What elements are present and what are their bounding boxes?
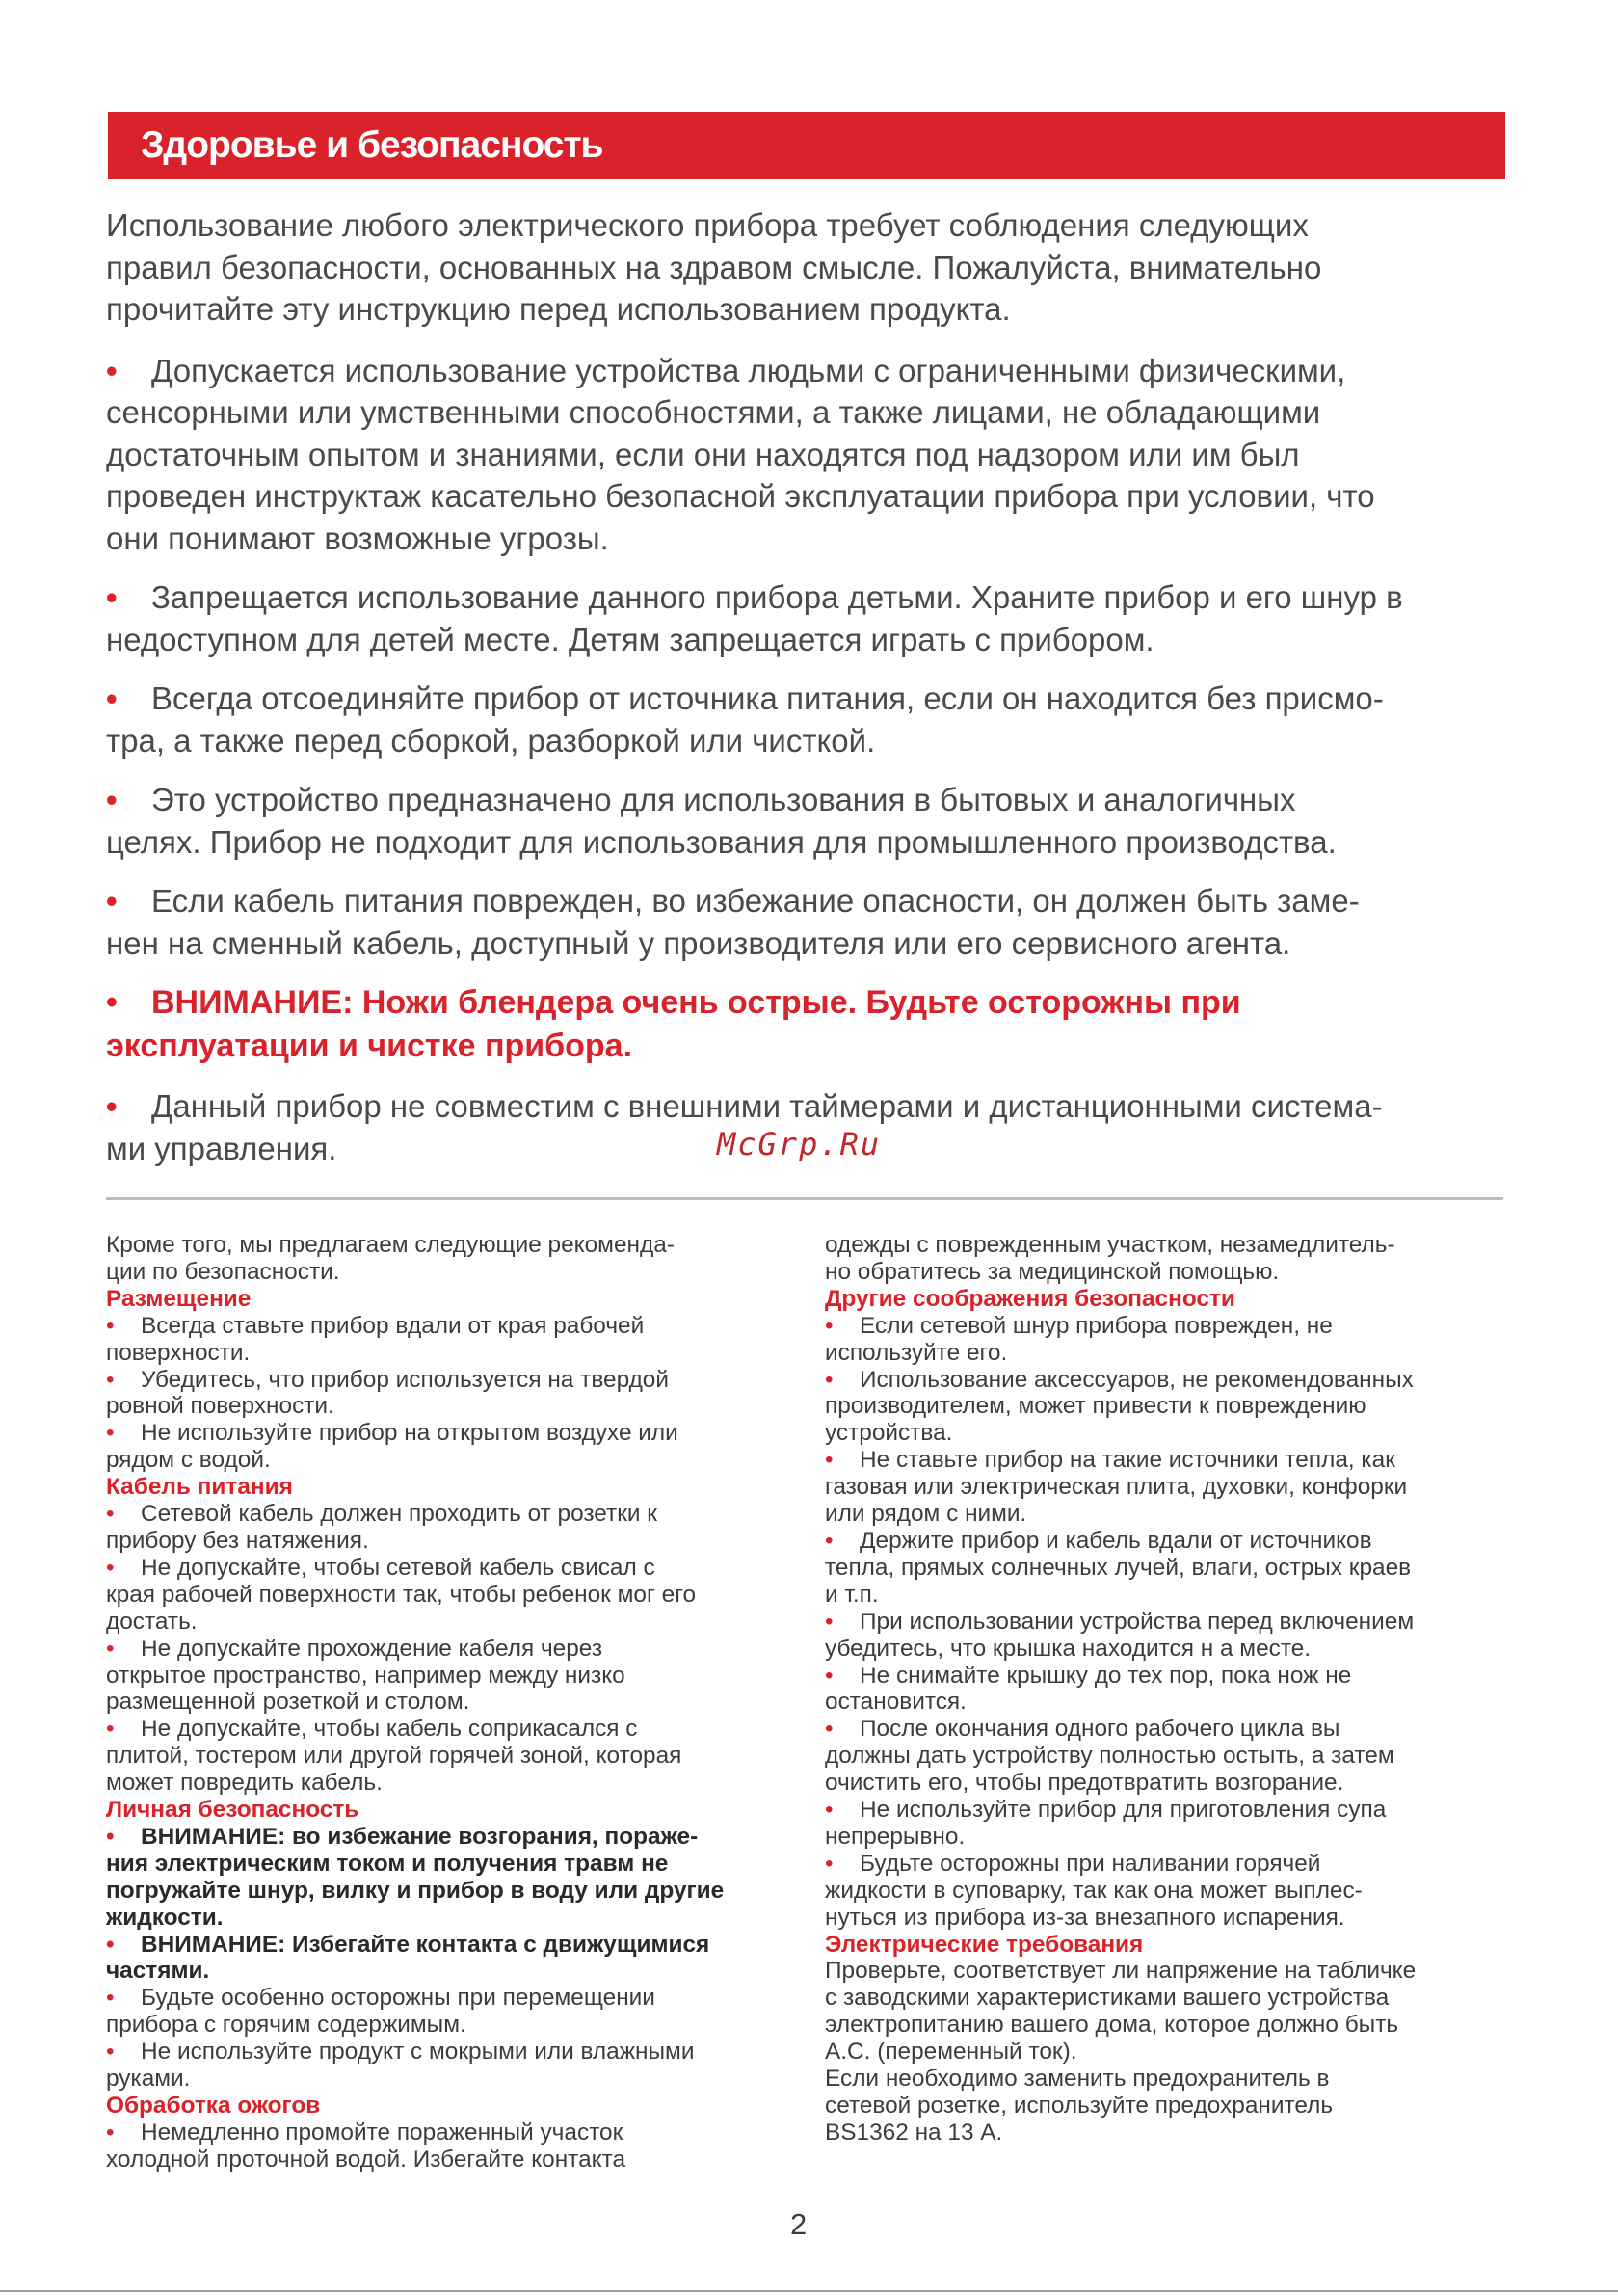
text-line [106, 1636, 800, 1663]
line-text: или рядом с ними. [825, 1501, 1027, 1528]
page-bottom-line [0, 2290, 1618, 2292]
text-line [106, 1958, 800, 1985]
line-text: газовая или электрическая плита, духовки, конфорки [825, 1474, 1408, 1501]
bullet-item [106, 678, 1513, 761]
text-line: недоступном для детей месте. Детям запрещается играть с прибором. [106, 621, 1154, 657]
text-line [825, 1555, 1519, 1582]
line-text: Если необходимо заменить предохранитель в [825, 2066, 1330, 2093]
bullet-icon: • [106, 1366, 115, 1393]
text-line: Если кабель питания поврежден, во избежание опасности, он должен быть заме- [151, 883, 1360, 919]
text-line [106, 1259, 800, 1286]
text-line [825, 1851, 1519, 1878]
line-text: размещенной розеткой и столом. [106, 1689, 470, 1716]
text-line [825, 1393, 1519, 1420]
bullet-icon: • [825, 1608, 834, 1635]
text-line: Это устройство предназначено для использования в бытовых и аналогичных [151, 782, 1296, 817]
bullet-icon: • [106, 782, 118, 817]
line-text: Всегда ставьте прибор вдали от края рабочей [141, 1312, 645, 1339]
page-number: 2 [790, 2207, 808, 2241]
bullet-icon: • [106, 1823, 115, 1850]
bullet-item [106, 880, 1513, 964]
subheading [106, 1797, 800, 1824]
section-title: Здоровье и безопасность [141, 124, 603, 166]
text-line: Допускается использование устройства людьми с ограниченными физическими, [151, 352, 1346, 388]
text-line [825, 1743, 1519, 1770]
line-text: частями. [106, 1958, 210, 1985]
line-text: производителем, может привести к повреждению [825, 1393, 1366, 1420]
line-text: но обратитесь за медицинской помощью. [825, 1258, 1280, 1285]
intro-section [106, 204, 1513, 1187]
text-line [825, 1958, 1519, 1985]
line-text: прибору без натяжения. [106, 1527, 369, 1554]
line-text: Не допускайте прохождение кабеля через [141, 1635, 603, 1662]
text-line [106, 1447, 800, 1474]
bullet-icon: • [106, 681, 118, 716]
bullet-item [106, 576, 1513, 660]
text-line [825, 1420, 1519, 1447]
line-text: ВНИМАНИЕ: во избежание возгорания, пораже- [141, 1823, 699, 1850]
text-line [106, 2066, 800, 2093]
bullet-icon: • [106, 1554, 115, 1581]
bullet-icon: • [106, 883, 118, 919]
line-text: Не используйте продукт с мокрыми или влажными [141, 2039, 695, 2066]
line-text: нуться из прибора из-за внезапного испарения. [825, 1904, 1345, 1931]
line-text: После окончания одного рабочего цикла вы [860, 1716, 1340, 1743]
text-line [106, 1528, 800, 1555]
line-text: руками. [106, 2066, 191, 2093]
line-text: Другие соображения безопасности [825, 1285, 1235, 1312]
text-line [825, 1797, 1519, 1824]
bullet-icon: • [106, 1088, 118, 1124]
line-text: При использовании устройства перед включением [860, 1608, 1415, 1635]
text-line [106, 1232, 800, 1259]
line-text: Если сетевой шнур прибора поврежден, не [860, 1312, 1333, 1339]
text-line [106, 1851, 800, 1878]
line-text: поверхности. [106, 1339, 251, 1366]
line-text: ровной поверхности. [106, 1393, 334, 1420]
line-text: электропитанию вашего дома, которое должно быть [825, 2012, 1399, 2039]
bullet-icon: • [106, 1420, 115, 1447]
text-line: они понимают возможные угрозы. [106, 520, 609, 556]
text-line [825, 1474, 1519, 1501]
line-text: жидкости в суповарку, так как она может выплес- [825, 1877, 1363, 1904]
line-text: плитой, тостером или другой горячей зоной, которая [106, 1743, 682, 1770]
text-line [106, 1420, 800, 1447]
line-text: используйте его. [825, 1339, 1008, 1366]
line-text: Сетевой кабель должен проходить от розетки к [141, 1501, 657, 1528]
line-text: открытое пространство, например между низко [106, 1662, 625, 1689]
subheading [106, 1286, 800, 1313]
text-line [825, 1824, 1519, 1851]
watermark: McGrp.Ru [717, 1126, 882, 1162]
text-line [825, 1232, 1519, 1259]
subheading [106, 1474, 800, 1501]
line-text: может повредить кабель. [106, 1770, 383, 1797]
line-text: ции по безопасности. [106, 1258, 340, 1285]
subheading [825, 1932, 1519, 1959]
bullet-icon: • [106, 1635, 115, 1662]
divider [106, 1197, 1503, 1200]
line-text: Кроме того, мы предлагаем следующие рекоменда- [106, 1232, 675, 1258]
text-line [106, 1985, 800, 2012]
text-line [106, 1663, 800, 1690]
line-text: Не используйте прибор на открытом воздухе или [141, 1420, 678, 1447]
text-line [825, 2012, 1519, 2039]
text-line [825, 1501, 1519, 1528]
bullet-icon: • [825, 1447, 834, 1474]
line-text: Не используйте прибор для приготовления супа [860, 1797, 1387, 1824]
line-text: должны дать устройству полностью остыть, а затем [825, 1743, 1394, 1770]
bullet-icon: • [106, 2119, 115, 2146]
text-line [106, 2120, 800, 2147]
text-line [825, 1528, 1519, 1555]
text-line: Всегда отсоединяйте прибор от источника питания, если он находится без присмо- [151, 681, 1384, 716]
text-line [106, 1878, 800, 1905]
text-line: достаточным опытом и знаниями, если они находятся под надзором или им был [106, 436, 1300, 472]
line-text: убедитесь, что крышка находится н а месте. [825, 1635, 1312, 1662]
bullet-icon: • [106, 352, 118, 388]
text-line [825, 1367, 1519, 1394]
line-text: Не допускайте, чтобы кабель соприкасался с [141, 1716, 638, 1743]
bullet-icon: • [825, 1797, 834, 1824]
line-text: жидкости. [106, 1904, 224, 1931]
bullet-icon: • [106, 1985, 115, 2012]
line-text: Использование аксессуаров, не рекомендованных [860, 1366, 1414, 1393]
line-text: тепла, прямых солнечных лучей, влаги, острых краев [825, 1554, 1412, 1581]
text-line: правил безопасности, основанных на здравом смысле. Пожалуйста, внимательно [106, 249, 1322, 285]
text-line [106, 2039, 800, 2066]
text-line [825, 1609, 1519, 1636]
text-line [106, 1609, 800, 1636]
bullet-item [106, 779, 1513, 863]
text-line [106, 1555, 800, 1582]
text-line [825, 1340, 1519, 1367]
text-line [106, 1824, 800, 1851]
line-text: Обработка ожогов [106, 2093, 321, 2119]
bullet-icon: • [825, 1366, 834, 1393]
text-line [106, 1905, 800, 1932]
text-line [825, 1259, 1519, 1286]
line-text: Кабель питания [106, 1474, 293, 1501]
line-text: Немедленно промойте пораженный участок [141, 2119, 623, 2146]
line-text: устройства. [825, 1420, 953, 1447]
line-text: Держите прибор и кабель вдали от источников [860, 1527, 1372, 1554]
text-line [106, 1582, 800, 1609]
line-text: достать. [106, 1608, 198, 1635]
intro-paragraph [106, 204, 1513, 331]
line-text: ния электрическим током и получения травм не [106, 1850, 669, 1877]
line-text: Проверьте, соответствует ли напряжение на табличке [825, 1958, 1417, 1985]
line-text: ВНИМАНИЕ: Избегайте контакта с движущимися [141, 1931, 710, 1958]
section-header-bar [108, 112, 1505, 179]
text-line: тра, а также перед сборкой, разборкой или чисткой. [106, 722, 876, 759]
line-text: Не ставьте прибор на такие источники тепла, как [860, 1447, 1395, 1474]
bullet-item [106, 350, 1513, 560]
text-line [825, 1716, 1519, 1743]
line-text: холодной проточной водой. Избегайте контакта [106, 2146, 626, 2173]
text-line [106, 1743, 800, 1770]
text-line [825, 1663, 1519, 1690]
text-line [106, 1501, 800, 1528]
line-text: и т.п. [825, 1581, 879, 1608]
text-line [106, 2012, 800, 2039]
line-text: рядом с водой. [106, 1447, 271, 1474]
text-line [825, 2120, 1519, 2147]
line-text: Электрические требования [825, 1931, 1144, 1958]
bullet-icon: • [106, 1716, 115, 1743]
text-line [825, 1636, 1519, 1663]
line-text: A.C. (переменный ток). [825, 2039, 1077, 2066]
line-text: одежды с поврежденным участком, незамедлитель- [825, 1232, 1395, 1258]
text-line [825, 1905, 1519, 1932]
bullet-icon: • [825, 1312, 834, 1339]
text-line: нен на сменный кабель, доступный у производителя или его сервисного агента. [106, 924, 1291, 961]
text-line: эксплуатации и чистке прибора. [106, 1028, 633, 1064]
bullet-icon: • [825, 1850, 834, 1877]
line-text: остановится. [825, 1689, 967, 1716]
text-line [106, 2147, 800, 2174]
line-text: погружайте шнур, вилку и прибор в воду или другие [106, 1877, 725, 1904]
text-line [825, 1770, 1519, 1797]
line-text: BS1362 на 13 А. [825, 2119, 1003, 2146]
subheading [825, 1286, 1519, 1313]
text-line [825, 2066, 1519, 2093]
subheading [106, 2093, 800, 2120]
bullet-icon: • [106, 2039, 115, 2066]
line-text: края рабочей поверхности так, чтобы ребенок мог его [106, 1581, 697, 1608]
text-line [106, 1367, 800, 1394]
text-line [825, 1878, 1519, 1905]
right-column [825, 1232, 1519, 2147]
text-line: Запрещается использование данного прибора детьми. Храните прибор и его шнур в [151, 579, 1403, 615]
line-text: с заводскими характеристиками вашего устройства [825, 1985, 1390, 2012]
text-line [825, 1689, 1519, 1716]
bullet-icon: • [106, 579, 118, 615]
left-column [106, 1232, 800, 2174]
text-line [106, 1340, 800, 1367]
bullet-icon: • [825, 1527, 834, 1554]
line-text: Размещение [106, 1285, 252, 1312]
text-line: проведен инструктаж касательно безопасной эксплуатации прибора при условии, что [106, 478, 1375, 514]
bullet-icon: • [106, 1501, 115, 1528]
text-line: ВНИМАНИЕ: Ножи блендера очень острые. Будьте осторожны при [151, 984, 1241, 1021]
line-text: Не допускайте, чтобы сетевой кабель свисал с [141, 1554, 655, 1581]
bullet-icon: • [825, 1662, 834, 1689]
text-line [106, 1689, 800, 1716]
line-text: очистить его, чтобы предотвратить возгорание. [825, 1770, 1344, 1797]
text-line [106, 1932, 800, 1959]
text-line: прочитайте эту инструкцию перед использованием продукта. [106, 291, 1011, 327]
text-line [106, 1770, 800, 1797]
text-line: целях. Прибор не подходит для использования для промышленного производства. [106, 823, 1337, 860]
text-line [825, 1447, 1519, 1474]
line-text: прибора с горячим содержимым. [106, 2012, 466, 2039]
line-text: Убедитесь, что прибор используется на твердой [141, 1366, 669, 1393]
text-line [106, 1313, 800, 1340]
text-line [825, 1582, 1519, 1609]
bullet-icon: • [106, 1931, 115, 1958]
line-text: Не снимайте крышку до тех пор, пока нож не [860, 1662, 1352, 1689]
text-line [825, 2039, 1519, 2066]
text-line [825, 1985, 1519, 2012]
text-line: Данный прибор не совместим с внешними таймерами и дистанционными система- [151, 1088, 1383, 1124]
text-line: ми управления. [106, 1130, 337, 1166]
text-line [825, 1313, 1519, 1340]
warning-item [106, 981, 1513, 1068]
text-line [106, 1393, 800, 1420]
bullet-icon: • [106, 984, 118, 1021]
line-text: непрерывно. [825, 1823, 966, 1850]
text-line [106, 1716, 800, 1743]
bullet-icon: • [106, 1312, 115, 1339]
line-text: Будьте осторожны при наливании горячей [860, 1850, 1321, 1877]
text-line: Использование любого электрического прибора требует соблюдения следующих [106, 207, 1309, 243]
line-text: сетевой розетке, используйте предохранитель [825, 2093, 1334, 2119]
bullet-icon: • [825, 1716, 834, 1743]
line-text: Личная безопасность [106, 1797, 359, 1824]
text-line: сенсорными или умственными способностями, а также лицами, не обладающими [106, 394, 1321, 430]
line-text: Будьте особенно осторожны при перемещении [141, 1985, 655, 2012]
text-line [825, 2093, 1519, 2120]
